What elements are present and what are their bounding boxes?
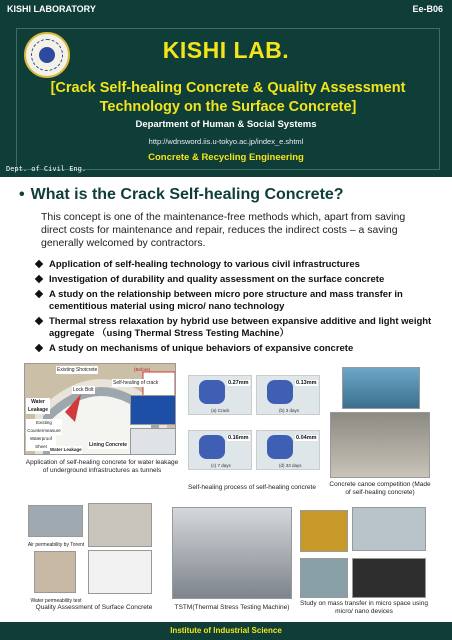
sample-3-days: 0.13mm (b) 3 days bbox=[256, 375, 320, 415]
list-item: Thermal stress relaxation by hybrid use between expansive additive and light weight aggregate （using Thermal Stress Testing Machine） bbox=[36, 316, 436, 340]
label-self-healing-crack: Self-healing of crack bbox=[113, 380, 159, 386]
lab-tag: KISHI LABORATORY bbox=[7, 4, 96, 14]
label-existing-countermeasure: Existing Countermeasure bbox=[27, 420, 61, 433]
team-photo bbox=[330, 412, 430, 478]
healed-crack-photo bbox=[130, 428, 176, 455]
list-item: Application of self-healing technology to various civil infrastructures bbox=[36, 259, 436, 271]
department: Department of Human & Social Systems bbox=[135, 119, 317, 130]
bullet-dot-icon: • bbox=[19, 186, 25, 203]
dept-civil: Dept. of Civil Eng. bbox=[6, 165, 87, 173]
crack-photo bbox=[130, 395, 176, 425]
label-water-leakage: Water Leakage bbox=[27, 399, 48, 413]
poster-subtitle: [Crack Self-healing Concrete & Quality Assessment Technology on the Surface Concrete] bbox=[50, 80, 406, 115]
sample-crack: 0.27mm (a) Crack bbox=[188, 375, 252, 415]
label-before: (Before) bbox=[134, 367, 151, 372]
label-water-leakage-2: Water Leakage bbox=[50, 447, 82, 452]
list-item: Investigation of durability and quality assessment on the surface concrete bbox=[36, 274, 436, 286]
caption-water-permeability: Water permeability test bbox=[30, 598, 82, 604]
sample-33-days: 0.04mm (d) 33 days bbox=[256, 430, 320, 470]
micro-device-photo-3 bbox=[300, 558, 348, 598]
research-field: Concrete & Recycling Engineering bbox=[148, 152, 304, 163]
label-waterproof-sheet: Waterproof Sheet bbox=[26, 435, 56, 451]
caption-quality: Quality Assessment of Surface Concrete bbox=[35, 604, 153, 611]
micro-device-photo-4 bbox=[352, 558, 426, 598]
diamond-bullet-icon bbox=[35, 344, 43, 352]
canoe-photo bbox=[342, 367, 420, 409]
section-heading: • What is the Crack Self-healing Concrete? bbox=[19, 186, 344, 203]
caption-air-permeability: Air permeability by Torent bbox=[27, 542, 85, 548]
diamond-bullet-icon bbox=[35, 317, 43, 325]
air-permeability-photo bbox=[28, 505, 83, 537]
sample-7-days: 0.16mm (c) 7 days bbox=[188, 430, 252, 470]
label-lock-bolt: Lock Bolt bbox=[73, 387, 94, 393]
caption-canoe: Concrete canoe competition (Made of self-healing concrete) bbox=[329, 481, 431, 496]
caption-micro: Study on mass transfer in micro space using micro/ nano devices bbox=[300, 600, 428, 615]
diamond-bullet-icon bbox=[35, 260, 43, 268]
caption-tstm: TSTM(Thermal Stress Testing Machine) bbox=[174, 604, 290, 611]
intro-text: This concept is one of the maintenance-free methods which, apart from saving direct costs for maintenance and repair, reduces the indirect costs – a saving generally welcomed by contractors. bbox=[41, 211, 406, 249]
lab-url[interactable]: http://wdnsword.iis.u-tokyo.ac.jp/index_e.shtml bbox=[148, 137, 304, 146]
water-permeability-photo bbox=[34, 551, 76, 593]
caption-process: Self-healing process of self-healing concrete bbox=[188, 484, 316, 491]
tstm-photo bbox=[172, 507, 292, 599]
diamond-bullet-icon bbox=[35, 290, 43, 298]
label-existing-shotcrete: Existing Shotcrete bbox=[57, 367, 98, 373]
list-item: A study on mechanisms of unique behaviors of expansive concrete bbox=[36, 343, 436, 355]
micro-device-photo-2 bbox=[352, 507, 426, 551]
micro-device-photo-1 bbox=[300, 510, 348, 552]
label-lining-concrete: Lining Concrete bbox=[89, 442, 128, 448]
drawing-figure bbox=[88, 550, 152, 594]
caption-application: Application of self-healing concrete for water leakage of underground infrastructures as tunnels bbox=[25, 459, 179, 474]
footer-institute: Institute of Industrial Science bbox=[170, 626, 282, 635]
lab-title: KISHI LAB. bbox=[162, 37, 290, 63]
specimen-photo bbox=[88, 503, 152, 547]
booth-code: Ee-B06 bbox=[412, 4, 443, 14]
research-topics bbox=[36, 259, 436, 358]
diamond-bullet-icon bbox=[35, 275, 43, 283]
list-item: A study on the relationship between micro pore structure and mass transfer in cementitious material using micro/ nano technology bbox=[36, 289, 436, 313]
